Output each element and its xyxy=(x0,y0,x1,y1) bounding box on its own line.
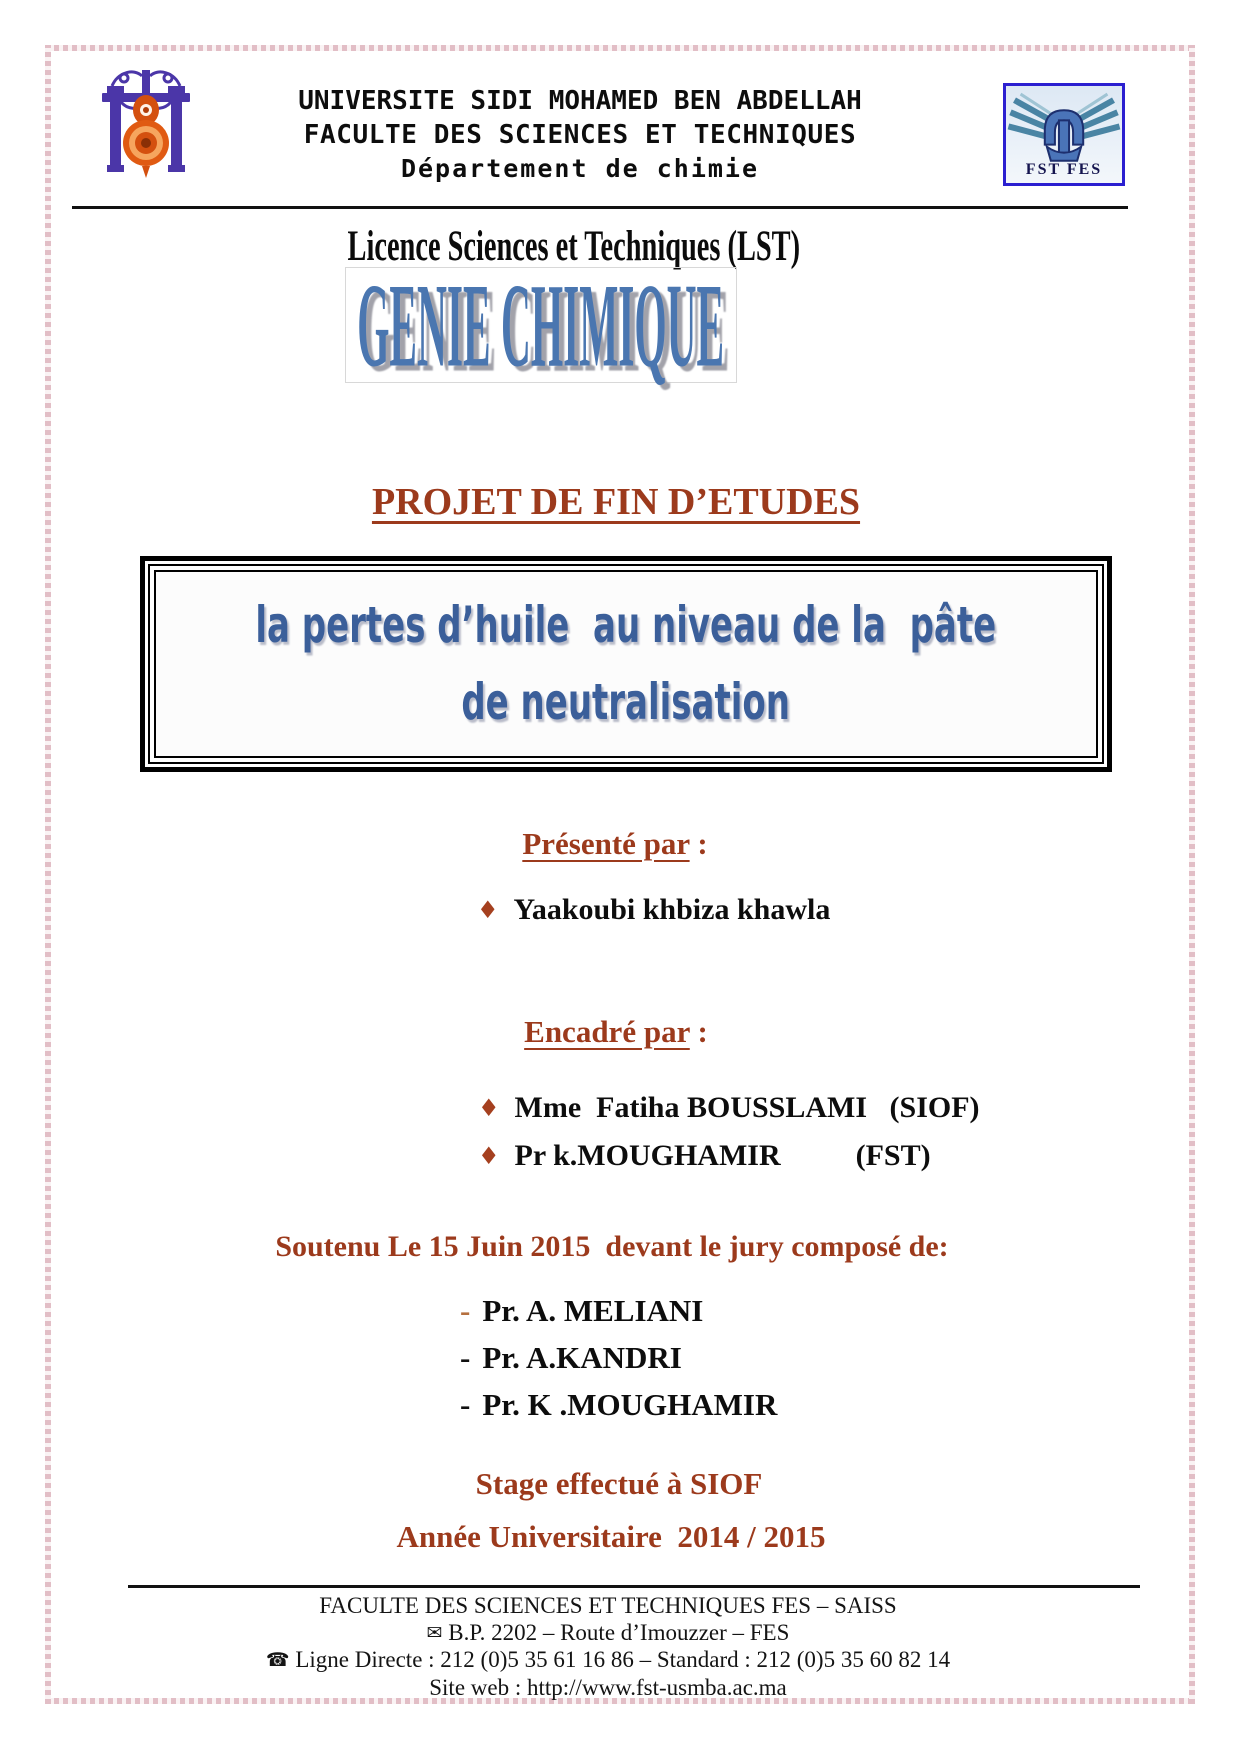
header-divider xyxy=(72,206,1128,209)
thesis-title-box xyxy=(140,556,1112,772)
mail-icon: ✉ xyxy=(426,1621,443,1644)
university-header xyxy=(200,84,960,186)
footer-phone-line xyxy=(0,1647,1216,1675)
presented-by-colon: : xyxy=(689,826,708,861)
page-border-left xyxy=(45,45,51,1704)
footer-address-text: B.P. 2202 – Route d’Imouzzer – FES xyxy=(442,1619,790,1645)
page-border-right xyxy=(1189,45,1195,1704)
page-border-top xyxy=(45,45,1195,51)
jury-member-row xyxy=(460,1293,777,1340)
footer xyxy=(0,1593,1216,1701)
faculty-name: FACULTE DES SCIENCES ET TECHNIQUES xyxy=(303,120,857,150)
banner-title: GENIE CHIMIQUE xyxy=(357,258,725,392)
internship-line: Stage effectué à SIOF xyxy=(475,1466,763,1501)
jury-dash: - xyxy=(460,1293,471,1328)
university-emblem-icon xyxy=(98,66,194,184)
jury-dash: - xyxy=(460,1387,471,1422)
supervised-by-heading xyxy=(0,1014,1232,1050)
supervisor-row xyxy=(478,1091,980,1125)
jury-member-name: Pr. A. MELIANI xyxy=(482,1293,704,1328)
thesis-title-line2: de neutralisation xyxy=(461,673,791,731)
jury-member-row xyxy=(460,1387,777,1434)
student-row xyxy=(477,893,830,927)
student-name: Yaakoubi khbiza khawla xyxy=(513,893,831,926)
presented-by-heading xyxy=(0,826,1230,862)
footer-phone-text: Ligne Directe : 212 (0)5 35 61 16 86 – Standard : 212 (0)5 35 60 82 14 xyxy=(289,1647,951,1672)
report-type xyxy=(0,480,1232,524)
jury-dash: - xyxy=(460,1340,471,1375)
report-type-text: PROJET DE FIN D’ETUDES xyxy=(371,481,861,523)
supervised-by-colon: : xyxy=(689,1014,708,1049)
department-name: Département de chimie xyxy=(400,154,760,183)
supervised-by-label: Encadré par xyxy=(524,1014,690,1049)
diamond-bullet-icon: ♦ xyxy=(478,1094,500,1122)
footer-website-line: Site web : http://www.fst-usmba.ac.ma xyxy=(429,1674,787,1700)
jury-member-name: Pr. A.KANDRI xyxy=(482,1340,682,1375)
footer-divider xyxy=(128,1585,1140,1588)
supervisor-row xyxy=(478,1139,931,1173)
presented-by-label: Présenté par xyxy=(522,826,690,861)
footer-address-line xyxy=(0,1620,1216,1648)
thesis-title-line1: la pertes d’huile au niveau de la pâte xyxy=(255,596,997,654)
supervisor-name: Mme Fatiha BOUSSLAMI (SIOF) xyxy=(514,1091,980,1124)
defense-intro: Soutenu Le 15 Juin 2015 devant le jury composé de: xyxy=(275,1230,949,1263)
university-name: UNIVERSITE SIDI MOHAMED BEN ABDELLAH xyxy=(298,86,862,116)
fst-logo-label: FST FES xyxy=(1025,161,1103,178)
jury-member-row xyxy=(460,1340,777,1387)
banner-title-box xyxy=(345,258,737,392)
academic-year-line: Année Universitaire 2014 / 2015 xyxy=(396,1519,826,1554)
diamond-bullet-icon: ♦ xyxy=(478,1142,500,1170)
supervisor-name: Pr k.MOUGHAMIR (FST) xyxy=(514,1139,931,1172)
phone-icon: ☎ xyxy=(265,1649,290,1671)
program-text: Licence Sciences et Techniques (LST) xyxy=(347,223,801,270)
diamond-bullet-icon: ♦ xyxy=(477,896,499,924)
jury-list xyxy=(460,1293,777,1434)
fst-fes-logo xyxy=(1003,83,1125,186)
jury-member-name: Pr. K .MOUGHAMIR xyxy=(482,1387,778,1422)
footer-faculty-line: FACULTE DES SCIENCES ET TECHNIQUES FES – SAISS xyxy=(319,1593,897,1618)
